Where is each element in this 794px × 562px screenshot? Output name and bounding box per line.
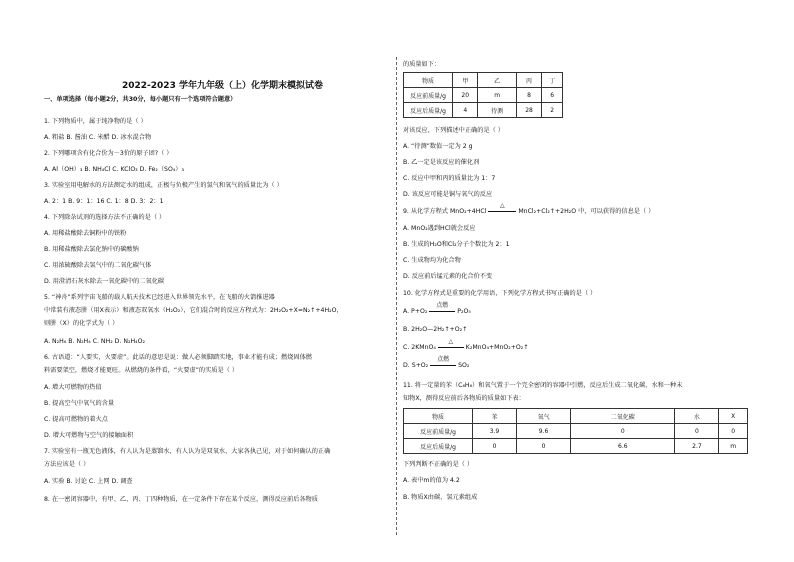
- q8-option-d: D. 该反应可能是铜与氧气的反应: [403, 191, 493, 198]
- q9-reactants: 9. 从化学方程式 MnO₂+4HCl: [403, 208, 487, 215]
- question-line: A. 2：1 B. 9：1：16 C. 1：8 D. 3：2：1: [44, 198, 164, 205]
- question-line: 方法应该是（ ）: [44, 461, 90, 468]
- q11-option-a: A. 表中m的值为 4.2: [403, 477, 460, 484]
- table-cell: 乙: [478, 73, 516, 88]
- q11-option-b: B. 物质X由碳、氢元素组成: [403, 494, 478, 501]
- question-line: 8. 在一密闭容器中，有甲、乙、丙、丁四种物质，在一定条件下存在某个反应，测得反应前后各物质: [44, 496, 318, 503]
- question-line: C. 提高可燃物的着火点: [44, 416, 108, 423]
- table-cell: 物质: [404, 73, 453, 88]
- reaction-arrow: [430, 356, 456, 370]
- question-line: A. 用稀盐酸除去铜粉中的铁粉: [44, 230, 127, 237]
- reaction-arrow: [488, 202, 516, 216]
- table-cell: 0: [675, 424, 719, 439]
- q9-option-a: A. MnO₂遇到HCl就会反应: [403, 225, 476, 232]
- q8-option-c: C. 反应中甲和丙的质量比为 1：7: [403, 175, 496, 182]
- table-cell: 28: [516, 103, 541, 118]
- table-cell: 反应前质量/g: [404, 88, 453, 103]
- exam-title: 2022-2023 学年九年级（上）化学期末模拟试卷: [122, 81, 323, 91]
- table-row: [404, 439, 748, 454]
- question-line: 4. 下列除杂试剂的选择方法不正确的是（ ）: [44, 214, 166, 221]
- mass-table-2: [403, 408, 748, 454]
- question-line: A. 实验 B. 讨论 C. 上网 D. 调查: [44, 478, 133, 485]
- equals-line: [488, 211, 516, 212]
- table-row: [404, 409, 748, 424]
- q8-intro: 对该反应，下列描述中正确的是（ ）: [403, 127, 504, 134]
- q10-option-a: [403, 302, 471, 316]
- equals-line: [430, 365, 456, 366]
- q11-stem-line-1: 11. 将一定量的苯（C₆H₆）和氧气置于一个完全密闭的容器中引燃，反应后生成二氧化碳、水和一种未: [403, 382, 683, 389]
- table-cell: 水: [675, 409, 719, 424]
- q11-stem-line-2: 知物X，测得反应前后各物质的质量如下表：: [403, 395, 525, 402]
- table-row: [404, 73, 563, 88]
- question-line: A. N₂H₆ B. N₂H₄ C. NH₂ D. N₂H₄O₂: [44, 338, 145, 345]
- question-line: 2. 下列哪项含有化合价为－3价的原子团?（ ）: [44, 150, 173, 157]
- reaction-arrow: [429, 302, 455, 316]
- q10-c-reactants: C. 2KMnO₄: [403, 344, 436, 351]
- table-cell: 3.9: [473, 424, 517, 439]
- table-cell: 二氧化碳: [571, 409, 675, 424]
- table1-intro: 的质量如下：: [403, 61, 441, 68]
- question-line: A. 增大可燃物的热值: [44, 384, 102, 391]
- q10-d-reactants: D. S+O₂: [403, 362, 429, 369]
- table-cell: 0: [719, 424, 748, 439]
- q10-d-products: SO₂: [458, 362, 470, 369]
- table-row: [404, 424, 748, 439]
- table-cell: 9.6: [516, 424, 570, 439]
- q8-option-b: B. 乙一定是该反应的催化剂: [403, 159, 480, 166]
- table-cell: 丙: [516, 73, 541, 88]
- table-cell: 反应前质量/g: [404, 424, 473, 439]
- table-cell: 6: [542, 88, 563, 103]
- table-cell: 苯: [473, 409, 517, 424]
- table-cell: 8: [516, 88, 541, 103]
- table-cell: 2.7: [675, 439, 719, 454]
- q9-stem: [403, 202, 655, 216]
- table-cell: m: [478, 88, 516, 103]
- equals-line: [429, 311, 455, 312]
- table-row: [404, 88, 563, 103]
- table-cell: 氧气: [516, 409, 570, 424]
- table-cell: X: [719, 409, 748, 424]
- question-line: B. 用稀盐酸除去氯化钠中的碳酸钠: [44, 246, 139, 253]
- table-cell: m: [719, 439, 748, 454]
- q9-option-c: C. 生成物均为化合物: [403, 257, 461, 264]
- question-line: D. 增大可燃物与空气的接触面积: [44, 432, 134, 439]
- question-line: 6. 古语道：“人要实，火要虚”。此话的意思是说：做人必须脚踏实地，事业才能有成；燃烧固体燃: [44, 354, 312, 361]
- q10-option-d: [403, 356, 470, 370]
- table-cell: 物质: [404, 409, 473, 424]
- question-line: C. 用浓硫酸除去氢气中的二氧化碳气体: [44, 262, 152, 269]
- table-cell: 反应后质量/g: [404, 439, 473, 454]
- question-line: 7. 实验室有一瓶无色液体，有人认为是蒸馏水，有人认为是双氧水，大家各执己见，对于如何确认的正确: [44, 448, 331, 455]
- column-divider: [396, 57, 397, 535]
- table-cell: 甲: [453, 73, 478, 88]
- question-line: 则肼（X）的化学式为（ ）: [44, 320, 119, 327]
- question-line: A. 粗盐 B. 酱油 C. 米醋 D. 冰水混合物: [44, 134, 152, 141]
- question-line: 1. 下列物质中，属于纯净物的是（ ）: [44, 118, 147, 125]
- q10-intro: 10. 化学方程式是重要的化学用语，下列化学方程式书写正确的是（ ）: [403, 290, 597, 297]
- table-cell: 4: [453, 103, 478, 118]
- equals-line: [438, 347, 464, 348]
- table-row: [404, 103, 563, 118]
- table-cell: 0: [473, 439, 517, 454]
- q11-intro: 下列判断不正确的是（ ）: [403, 461, 474, 468]
- table-cell: 反应后质量/g: [404, 103, 453, 118]
- reaction-condition: 点燃: [436, 302, 449, 309]
- mass-table-1: [403, 72, 563, 118]
- q10-c-products: K₂MnO₄+MnO₂+O₂↑: [465, 344, 529, 351]
- question-line: A. Al（OH）₃ B. NH₄Cl C. KClO₃ D. Fe₂（SO₄）₃: [44, 166, 184, 173]
- q10-option-c: [403, 338, 529, 352]
- table-cell: 20: [453, 88, 478, 103]
- reaction-condition: △: [500, 202, 505, 209]
- q9-products: MnCl₂+Cl₂↑+2H₂O 中，可以获得的信息是（ ）: [518, 208, 655, 215]
- table-cell: 6.6: [571, 439, 675, 454]
- q10-a-reactants: A. P+O₂: [403, 308, 428, 315]
- question-line: 料需要架空，燃烧才能更旺。从燃烧的条件看，“火要虚”的实质是（ ）: [44, 367, 239, 374]
- table-cell: 0: [516, 439, 570, 454]
- reaction-condition: 点燃: [437, 356, 450, 363]
- table-cell: 0: [571, 424, 675, 439]
- table-cell: 2: [542, 103, 563, 118]
- q9-option-d: D. 反应前后锰元素的化合价不变: [403, 273, 493, 280]
- section-heading: 一、单项选择（每小题2分，共30分，每小题只有一个选项符合题意）: [44, 96, 237, 103]
- q10-option-b: B. 2H₂O—2H₂↑+O₂↑: [403, 326, 468, 333]
- q10-a-products: P₂O₅: [457, 308, 471, 315]
- question-line: 中常装有液态肼（用X表示）和液态双氧水（H₂O₂），它们混合时的反应方程式为：2H₂O₂+X=N₂↑+4H₂O，: [44, 307, 343, 314]
- q8-option-a: A. “待测”数值一定为 2 g: [403, 143, 473, 150]
- question-line: D. 用澄清石灰水除去一氧化碳中的二氧化碳: [44, 278, 165, 285]
- question-line: 3. 实验室用电解水的方法测定水的组成，正极与负极产生的氢气和氧气的质量比为（ ）: [44, 182, 283, 189]
- reaction-condition: △: [448, 338, 454, 345]
- table-cell: 丁: [542, 73, 563, 88]
- question-line: 5. “神舟”系列宇宙飞船的载人航天技术已经进入世界领先水平，在飞船的火箭推进器: [44, 294, 275, 301]
- table-cell: 待测: [478, 103, 516, 118]
- question-line: B. 提高空气中氧气的含量: [44, 400, 115, 407]
- reaction-arrow: [438, 338, 464, 352]
- q9-option-b: B. 生成的H₂O和Cl₂分子个数比为 2：1: [403, 241, 510, 248]
